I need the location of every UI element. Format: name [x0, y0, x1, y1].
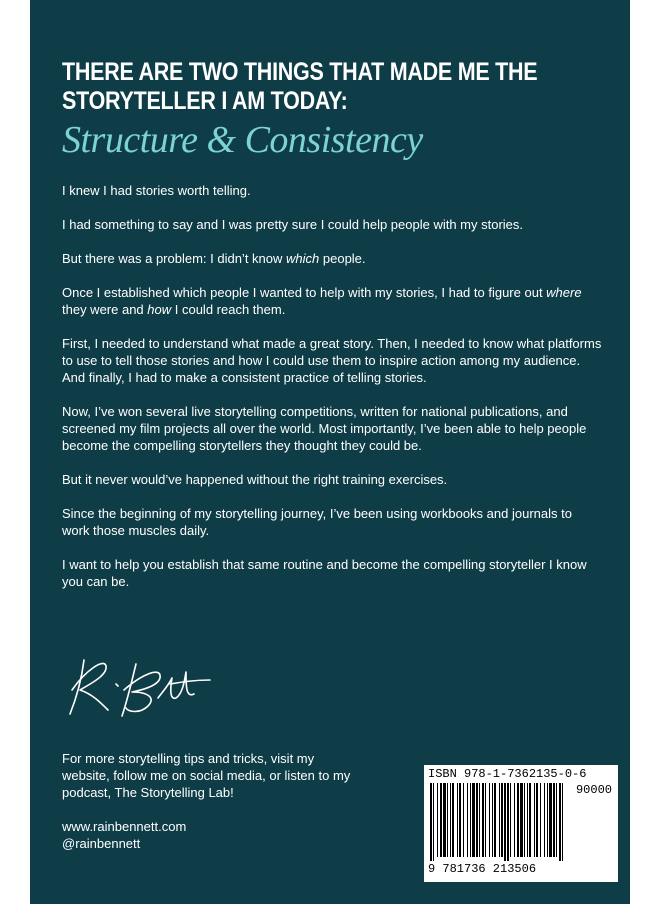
contact-blurb: For more storytelling tips and tricks, visit my website, follow me on social media, or listen to my podcast, The Storytelling Lab! [62, 751, 351, 800]
barcode-digits: 9 781736 213506 [428, 862, 537, 876]
paragraph-7: But it never would’ve happened without the right training exercises. [62, 472, 448, 487]
contact-block [62, 750, 352, 852]
paragraph-8: Since the beginning of my storytelling journey, I’ve been using workbooks and journals to work those muscles daily. [62, 506, 572, 538]
isbn-barcode [424, 765, 618, 882]
paragraph-9: I want to help you establish that same routine and become the compelling storyteller I know you can be. [62, 557, 587, 589]
website-link: www.rainbennett.com [62, 819, 187, 834]
body-text [62, 182, 602, 590]
author-signature [66, 650, 226, 722]
social-handle: @rainbennett [62, 836, 141, 851]
headline [62, 58, 538, 116]
headline-line-2: STORYTELLER I AM TODAY: [62, 87, 348, 115]
price-code: 90000 [575, 783, 612, 797]
paragraph-5: First, I needed to understand what made a great story. Then, I needed to know what platforms to use to tell those stories and how I could use them to inspire action among my audience. And finally, I had to make a consistent practice of telling stories. [62, 336, 602, 385]
headline-line-1: THERE ARE TWO THINGS THAT MADE ME THE [62, 58, 538, 86]
barcode-bars [428, 783, 568, 861]
paragraph-1: I knew I had stories worth telling. [62, 183, 251, 198]
paragraph-2: I had something to say and I was pretty sure I could help people with my stories. [62, 217, 524, 232]
paragraph-4: Once I established which people I wanted to help with my stories, I had to figure out where they were and how I could reach them. [62, 285, 582, 317]
paragraph-6: Now, I’ve won several live storytelling competitions, written for national publications, and screened my film projects all over the world. Most importantly, I’ve been able to help people become the compelling storytellers they thought they could be. [62, 404, 587, 453]
isbn-number: ISBN 978-1-7362135-0-6 [428, 767, 587, 781]
back-cover [30, 0, 630, 904]
subheadline: Structure & Consistency [62, 119, 423, 161]
paragraph-3: But there was a problem: I didn’t know which people. [62, 251, 366, 266]
